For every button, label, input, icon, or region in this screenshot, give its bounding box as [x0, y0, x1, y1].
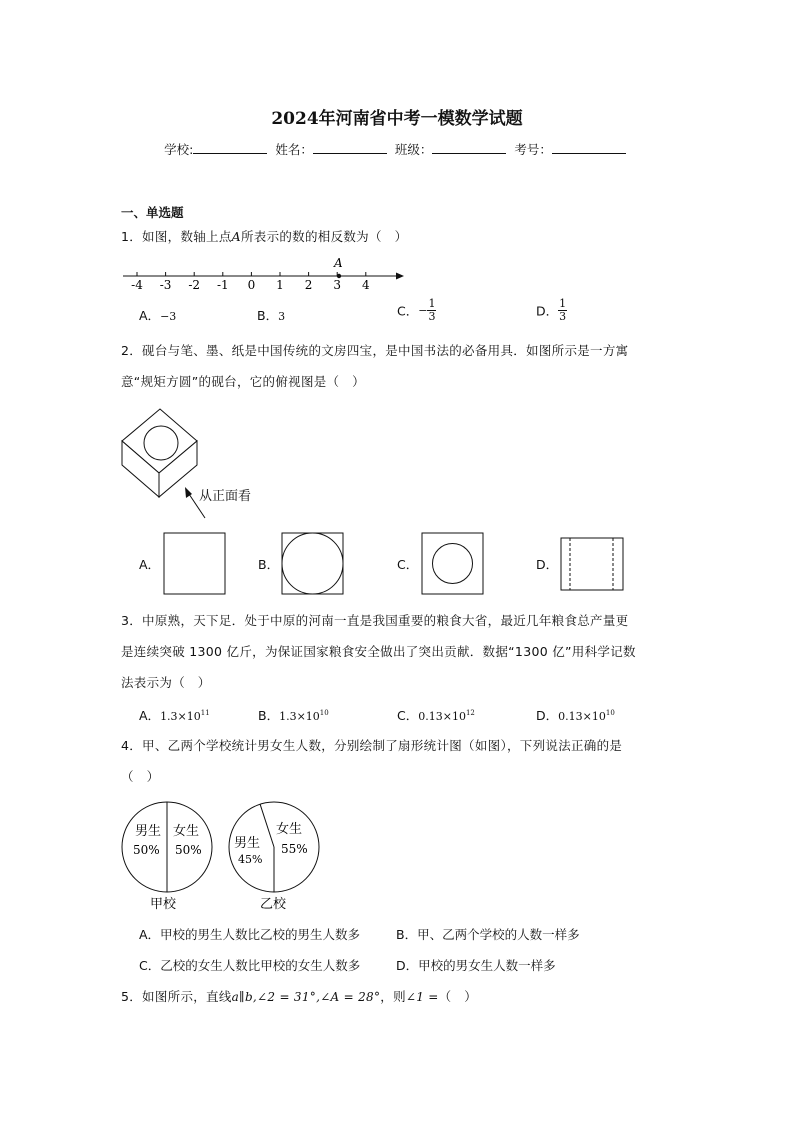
page-title: 2024年河南省中考一模数学试题	[271, 109, 523, 129]
q3-stem-line1: 3．中原熟，天下足．处于中原的河南一直是我国重要的粮食大省，最近几年粮食总产量更	[121, 613, 629, 628]
q1-stem	[121, 227, 407, 245]
pie-b-male-pct: 45%	[238, 853, 263, 866]
square-shape	[164, 533, 225, 594]
q4-option-a[interactable]: A．甲校的男生人数比乙校的男生人数多	[139, 927, 361, 942]
q1-prefix: 1．如图，数轴上点	[121, 229, 232, 244]
fraction	[558, 298, 567, 323]
q2-option-d-label[interactable]: D．	[536, 557, 559, 572]
inner-circle	[433, 544, 473, 584]
q2-option-b-label[interactable]: B．	[258, 557, 280, 572]
q3-option-b[interactable]	[258, 706, 329, 724]
axis-tick-label: 0	[247, 278, 256, 292]
option-label: C．	[397, 708, 419, 723]
pie-b-female-label: 女生	[276, 822, 303, 837]
pie-charts-figure	[117, 795, 327, 915]
q5-suffix: （ ）	[438, 989, 478, 1004]
q1-option-b[interactable]	[257, 306, 285, 324]
pie-chart-a	[122, 802, 212, 912]
option-base: 1.3×10	[279, 710, 320, 723]
q3-option-c[interactable]	[397, 706, 475, 724]
option-sign: −	[418, 304, 428, 317]
denominator: 3	[559, 310, 567, 323]
option-base: 0.13×10	[418, 710, 466, 723]
pie-b-male-label: 男生	[234, 836, 261, 851]
school-label: 学校:	[164, 142, 194, 157]
class-blank	[432, 141, 506, 154]
option-label: B．	[258, 708, 280, 723]
q4-option-b[interactable]: B．甲、乙两个学校的人数一样多	[396, 927, 580, 942]
q4-option-c[interactable]: C．乙校的女生人数比甲校的女生人数多	[139, 958, 361, 973]
exam-no-blank	[552, 141, 626, 154]
inscribed-circle	[282, 533, 343, 594]
option-label: A．	[139, 708, 161, 723]
q2-option-d-figure[interactable]	[560, 537, 626, 593]
pie-a-female-pct: 50%	[175, 843, 202, 857]
q2-option-b-figure[interactable]	[281, 532, 345, 596]
option-base: 0.13×10	[558, 710, 606, 723]
numerator: 1	[559, 297, 567, 310]
name-label: 姓名：	[275, 142, 313, 157]
pie-b-caption: 乙校	[260, 897, 287, 912]
q3-option-a[interactable]	[139, 706, 210, 724]
axis-tick-label: 2	[304, 278, 313, 292]
view-direction-label: 从正面看	[199, 489, 252, 504]
option-value: 3	[278, 310, 286, 323]
axis-tick-label: -2	[188, 278, 201, 292]
option-label: D．	[536, 303, 559, 319]
axis-tick-label: -4	[131, 278, 143, 292]
q5-mid: ，则	[380, 989, 406, 1004]
fraction	[427, 298, 436, 323]
q2-option-c-label[interactable]: C．	[397, 557, 419, 572]
q4-stem-line2: （ ）	[121, 769, 160, 784]
name-blank	[313, 141, 387, 154]
option-exponent: 11	[200, 708, 210, 717]
axis-tick-label: 4	[361, 278, 370, 292]
q1-option-d[interactable]	[536, 298, 567, 323]
q3-stem-line2: 是连续突破 1300 亿斤，为保证国家粮食安全做出了突出贡献．数据“1300 亿”用科学记数	[121, 644, 636, 659]
q4-stem-line1: 4．甲、乙两个学校统计男女生人数，分别绘制了扇形统计图（如图），下列说法正确的是	[121, 738, 623, 753]
point-a-dot	[337, 274, 341, 278]
option-value: −3	[160, 310, 177, 323]
option-exponent: 10	[605, 708, 615, 717]
option-label: B．	[257, 308, 279, 323]
numerator: 1	[428, 297, 436, 310]
option-label: C．	[397, 303, 419, 319]
pie-a-male-label: 男生	[135, 824, 162, 839]
student-info-line	[0, 140, 794, 158]
q5-condition: a∥b,∠2 = 31°,∠A = 28°	[231, 990, 381, 1004]
point-a-label: A	[334, 256, 343, 270]
pie-b-female-pct: 55%	[281, 842, 308, 856]
pie-a-male-pct: 50%	[133, 843, 160, 857]
inkstone-figure	[115, 403, 275, 523]
axis-tick-label: 1	[276, 278, 284, 292]
school-blank	[193, 141, 267, 154]
section-title: 一、单选题	[121, 205, 184, 220]
axis-tick-label: -1	[216, 278, 229, 292]
axis-tick-label: -3	[159, 278, 172, 292]
axis-arrow	[396, 273, 404, 280]
q2-stem-line2: 意“规矩方圆”的砚台，它的俯视图是（ ）	[121, 374, 365, 389]
q2-stem-line1: 2．砚台与笔、墨、纸是中国传统的文房四宝，是中国书法的必备用具．如图所示是一方寓	[121, 343, 629, 358]
square-shape	[422, 533, 483, 594]
q4-option-d[interactable]: D．甲校的男女生人数一样多	[396, 958, 556, 973]
q1-option-a[interactable]	[139, 306, 176, 324]
q5-prefix: 5．如图所示，直线	[121, 989, 232, 1004]
exam-no-label: 考号：	[514, 142, 552, 157]
q2-option-a-figure[interactable]	[163, 532, 227, 596]
q1-var: A	[231, 229, 241, 244]
q1-option-c[interactable]	[397, 298, 436, 323]
q5-ask: ∠1 =	[405, 990, 439, 1004]
q5-stem	[121, 987, 477, 1005]
q3-option-d[interactable]	[536, 706, 615, 724]
q2-option-a-label[interactable]: A．	[139, 557, 161, 572]
option-label: D．	[536, 708, 559, 723]
axis-tick-label: 3	[333, 278, 342, 292]
number-line-figure	[118, 252, 408, 292]
q3-stem-line3: 法表示为（ ）	[121, 675, 211, 690]
pie-a-female-label: 女生	[173, 824, 200, 839]
denominator: 3	[428, 310, 436, 323]
option-exponent: 10	[319, 708, 329, 717]
class-label: 班级：	[394, 142, 433, 157]
option-label: A．	[139, 308, 161, 323]
q1-suffix: 所表示的数的相反数为（ ）	[240, 229, 408, 244]
axis-ticks	[131, 272, 370, 292]
pie-a-caption: 甲校	[150, 897, 177, 912]
pie-chart-b	[229, 802, 319, 912]
option-exponent: 12	[465, 708, 475, 717]
option-base: 1.3×10	[160, 710, 201, 723]
q2-option-c-figure[interactable]	[421, 532, 485, 596]
